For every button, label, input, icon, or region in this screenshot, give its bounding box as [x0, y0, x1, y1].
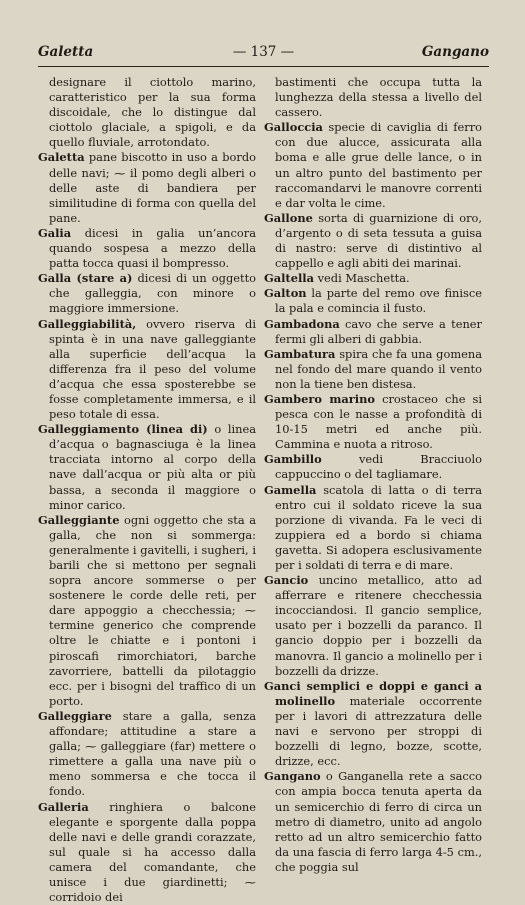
entry-definition: stare a galla, senza affondare; attitudine a stare a galla; ⁓ galleggiare (far) mettere o rimettere a galla una nave più o meno sommersa e che tocca il fondo. [49, 709, 256, 798]
dictionary-entry [264, 120, 482, 211]
entry-headword: Gamella [264, 483, 316, 497]
entry-definition: materiale occorrente per i lavori di attrezzatura delle navi e servono per stroppi di bozzelli di legno, bozze, scotte, drizze, ecc. [275, 694, 482, 768]
dictionary-entry [264, 483, 482, 574]
entry-definition: ringhiera o balcone elegante e sporgente dalla poppa delle navi e delle grandi corazzate, sul quale si ha accesso dalla camera del comandante, che unisce i due giardinetti; ⁓ corridoio dei [49, 800, 256, 905]
dictionary-entry [38, 709, 256, 800]
dictionary-entry [264, 679, 482, 770]
entry-headword: Gallone [264, 211, 313, 225]
entry-definition: ogni oggetto che sta a galla, che non si sommerga: generalmente i gavitelli, i sugheri, i barili che si mettono per segnali sopra ancore sommerse o per sostenere le corde delle reti, per dare appoggio a checchessia; ⁓ termine generico che comprende oltre le chiatte e i pontoni i piroscafi rimorchiatori, barche zavorriere, battelli da pilotaggio ecc. per i bisogni del traffico di un porto. [49, 513, 256, 708]
entry-headword: Gambero marino [264, 392, 375, 406]
entry-definition: uncino metallico, atto ad afferrare e ritenere checchessia incocciandosi. Il gancio semplice, usato per i bozzelli da paranco. Il gancio doppio per i bozzelli da manovra. Il gancio a molinello per i bozzelli da drizze. [275, 573, 482, 678]
entry-headword: Galetta [38, 150, 85, 164]
dictionary-entry [38, 150, 256, 225]
header-first-entry: Galetta [38, 44, 93, 60]
entry-headword: Gambadona [264, 317, 340, 331]
header-last-entry: Gangano [422, 44, 489, 60]
entry-definition: crostaceo che si pesca con le nasse a profondità di 10-15 metri ed anche più. Cammina e nuota a ritroso. [275, 392, 482, 451]
entry-definition: la parte del remo ove finisce la pala e comincia il fusto. [275, 286, 482, 315]
entry-definition: vedi Maschetta. [314, 271, 410, 285]
entry-definition: scatola di latta o di terra entro cui il soldato riceve la sua porzione di vivanda. Fa le veci di zuppiera ed a bordo si chiama gavetta. Si adopera esclusivamente per i soldati di terra e di mare. [275, 483, 482, 572]
left-column [38, 75, 256, 905]
entry-headword: Galleggiabilità, [38, 317, 136, 331]
dictionary-entry [264, 286, 482, 316]
dictionary-entry [264, 452, 482, 482]
entry-headword: Gambatura [264, 347, 335, 361]
entry-headword: Galleggiare [38, 709, 112, 723]
dictionary-entry [264, 211, 482, 271]
entry-headword: Gancio [264, 573, 308, 587]
entry-definition: bastimenti che occupa tutta la lunghezza della stessa a livello del cassero. [275, 75, 482, 119]
entry-definition: cavo che serve a tener fermi gli alberi di gabbia. [275, 317, 482, 346]
entry-headword: Galleria [38, 800, 89, 814]
header-rule [38, 66, 489, 67]
dictionary-entry [264, 75, 482, 120]
entry-headword: Galloccia [264, 120, 323, 134]
dictionary-entry [264, 317, 482, 347]
dictionary-entry [38, 226, 256, 271]
entry-definition: dicesi di un oggetto che galleggia, con minore o maggiore immersione. [49, 271, 256, 315]
entry-definition: dicesi in galia un’ancora quando sospesa a mezzo della patta tocca quasi il bompresso. [49, 226, 256, 270]
entry-definition: sorta di guarnizione di oro, d’argento o di seta tessuta a guisa di nastro: serve di distintivo al cappello e agli abiti dei marinai. [275, 211, 482, 270]
entry-headword: Galia [38, 226, 71, 240]
dictionary-entry [38, 75, 256, 150]
entry-definition: vedi Bracciuolo cappuccino o del tagliamare. [275, 452, 482, 481]
entry-definition: ovvero riserva di spinta è in una nave galleggiante alla superficie dell’acqua la differenza fra il peso del volume d’acqua che essa sposterebbe se fosse completamente immersa, e il peso totale di essa. [49, 317, 256, 422]
entry-definition: pane biscotto in uso a bordo delle navi; ⁓ il pomo degli alberi o delle aste di bandiera per similitudine di forma con quella del pane. [49, 150, 256, 224]
entry-headword: Galla (stare a) [38, 271, 132, 285]
right-column [264, 75, 482, 875]
entry-definition: spira che fa una gomena nel fondo del mare quando il vento non la tiene ben distesa. [275, 347, 482, 391]
entry-headword: Ganci semplici e doppi e ganci a molinello [264, 679, 482, 708]
entry-definition: designare il ciottolo marino, caratteristico per la sua forma discoidale, che lo distingue dal ciottolo glaciale, a spigoli, e da quello fluviale, arrotondato. [49, 75, 256, 149]
entry-headword: Galleggiamento (linea di) [38, 422, 208, 436]
dictionary-entry [264, 392, 482, 452]
entry-definition: o linea d’acqua o bagnasciuga è la linea tracciata intorno al corpo della nave dall’acqua or più alta or più bassa, a seconda il maggiore o minor carico. [49, 422, 256, 511]
dictionary-entry [264, 347, 482, 392]
dictionary-entry [38, 271, 256, 316]
page-number: — 137 — [38, 44, 489, 60]
entry-headword: Gambillo [264, 452, 322, 466]
entry-headword: Galleggiante [38, 513, 119, 527]
dictionary-entry [264, 271, 482, 286]
dictionary-entry [38, 317, 256, 423]
dictionary-entry [38, 422, 256, 513]
entry-definition: specie di caviglia di ferro con due alucce, assicurata alla boma e alle grue delle lance, o in un altro punto del bastimento per raccomandarvi le manovre correnti e dar volta le cime. [275, 120, 482, 209]
dictionary-entry [264, 573, 482, 679]
dictionary-entry [38, 800, 256, 905]
dictionary-entry [264, 769, 482, 875]
dictionary-entry [38, 513, 256, 709]
entry-headword: Galton [264, 286, 307, 300]
entry-headword: Galtella [264, 271, 314, 285]
running-header [38, 44, 489, 64]
entry-definition: o Ganganella rete a sacco con ampia bocca tenuta aperta da un semicerchio di ferro di circa un metro di diametro, unito ad angolo retto ad un altro semicerchio fatto da una fascia di ferro larga 4-5 cm., che poggia sul [275, 769, 482, 874]
entry-headword: Gangano [264, 769, 321, 783]
